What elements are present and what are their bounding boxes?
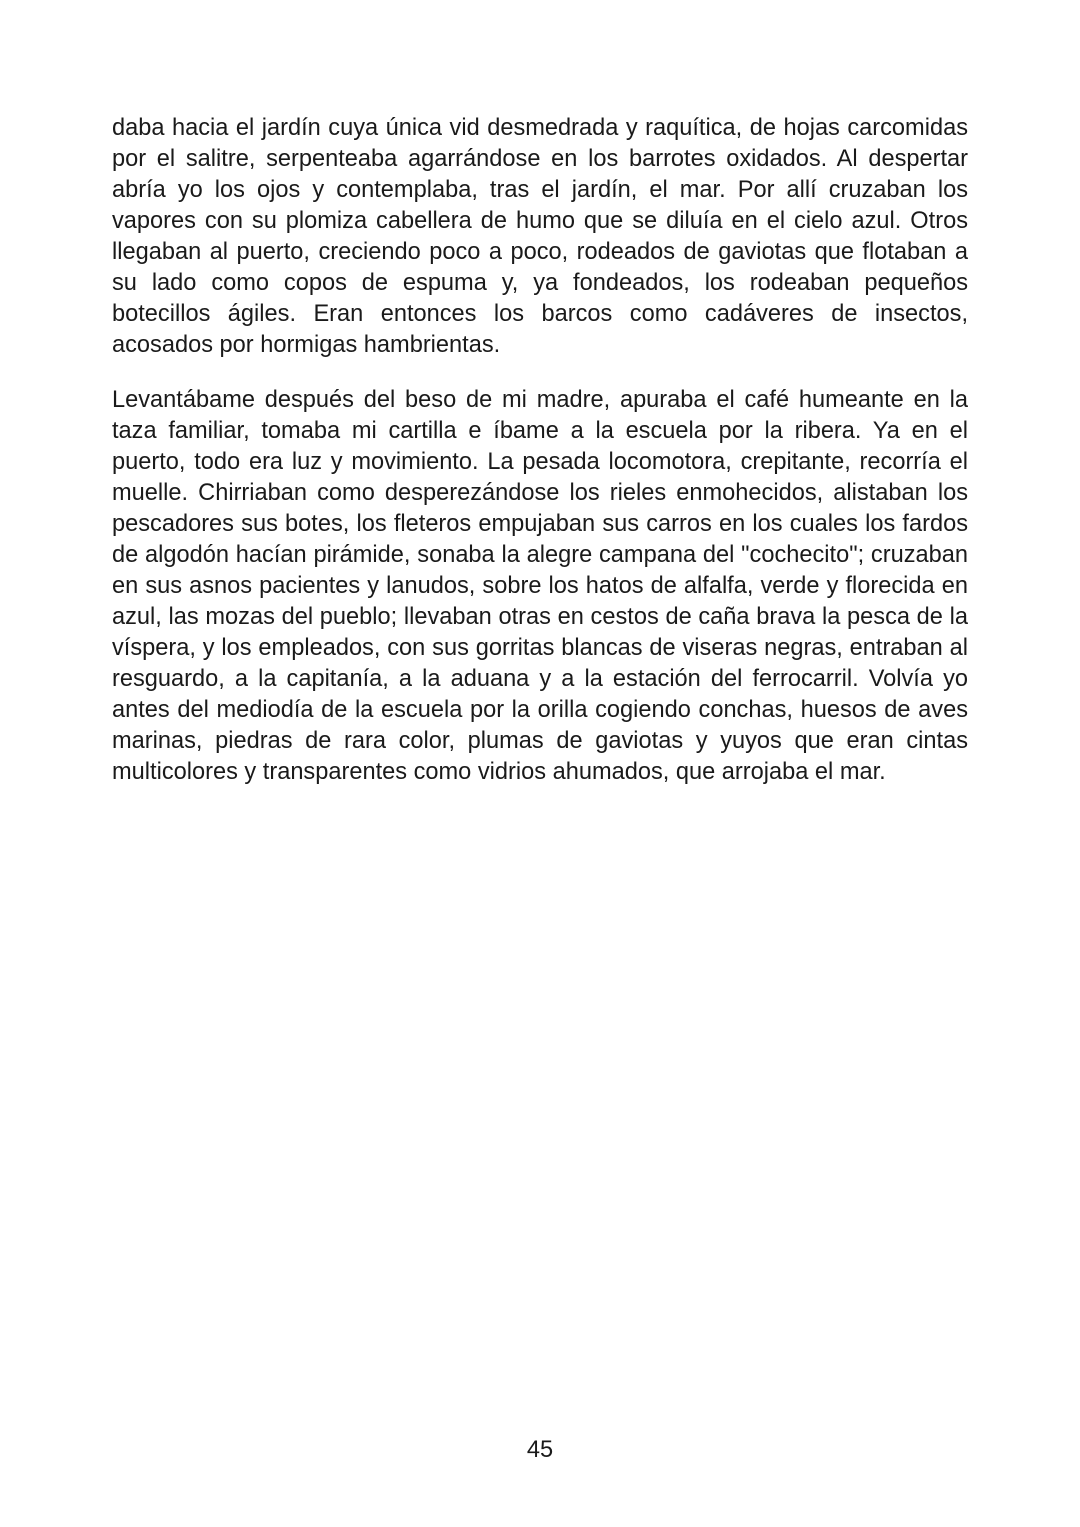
- page-body: [112, 113, 968, 788]
- page-number: 45: [526, 1437, 554, 1463]
- paragraph-1: daba hacia el jardín cuya única vid desmedrada y raquítica, de hojas carcomidas por el salitre, serpenteaba agarrándose en los barrotes oxidados. Al despertar abría yo los ojos y contemplaba, tras el jardín, el mar. Por allí cruzaban los vapores con su plomiza cabellera de humo que se diluía en el cielo azul. Otros llegaban al puerto, creciendo poco a poco, rodeados de gaviotas que flotaban a su lado como copos de espuma y, ya fondeados, los rodeaban pequeños botecillos ágiles. Eran entonces los barcos como cadáveres de insectos, acosados por hormigas hambrientas.: [112, 115, 968, 358]
- paragraph-2: Levantábame después del beso de mi madre, apuraba el café humeante en la taza familiar, tomaba mi cartilla e íbame a la escuela por la ribera. Ya en el puerto, todo era luz y movimiento. La pesada locomotora, crepitante, recorría el muelle. Chirriaban como desperezándose los rieles enmohecidos, alistaban los pescadores sus botes, los fleteros empujaban sus carros en los cuales los fardos de algodón hacían pirámide, sonaba la alegre campana del "cochecito"; cruzaban en sus asnos pacientes y lanudos, sobre los hatos de alfalfa, verde y florecida en azul, las mozas del pueblo; llevaban otras en cestos de caña brava la pesca de la víspera, y los empleados, con sus gorritas blancas de viseras negras, entraban al resguardo, a la capitanía, a la aduana y a la estación del ferrocarril. Volvía yo antes del mediodía de la escuela por la orilla cogiendo conchas, huesos de aves marinas, piedras de rara color, plumas de gaviotas y yuyos que eran cintas multicolores y transparentes como vidrios ahumados, que arrojaba el mar.: [112, 387, 968, 785]
